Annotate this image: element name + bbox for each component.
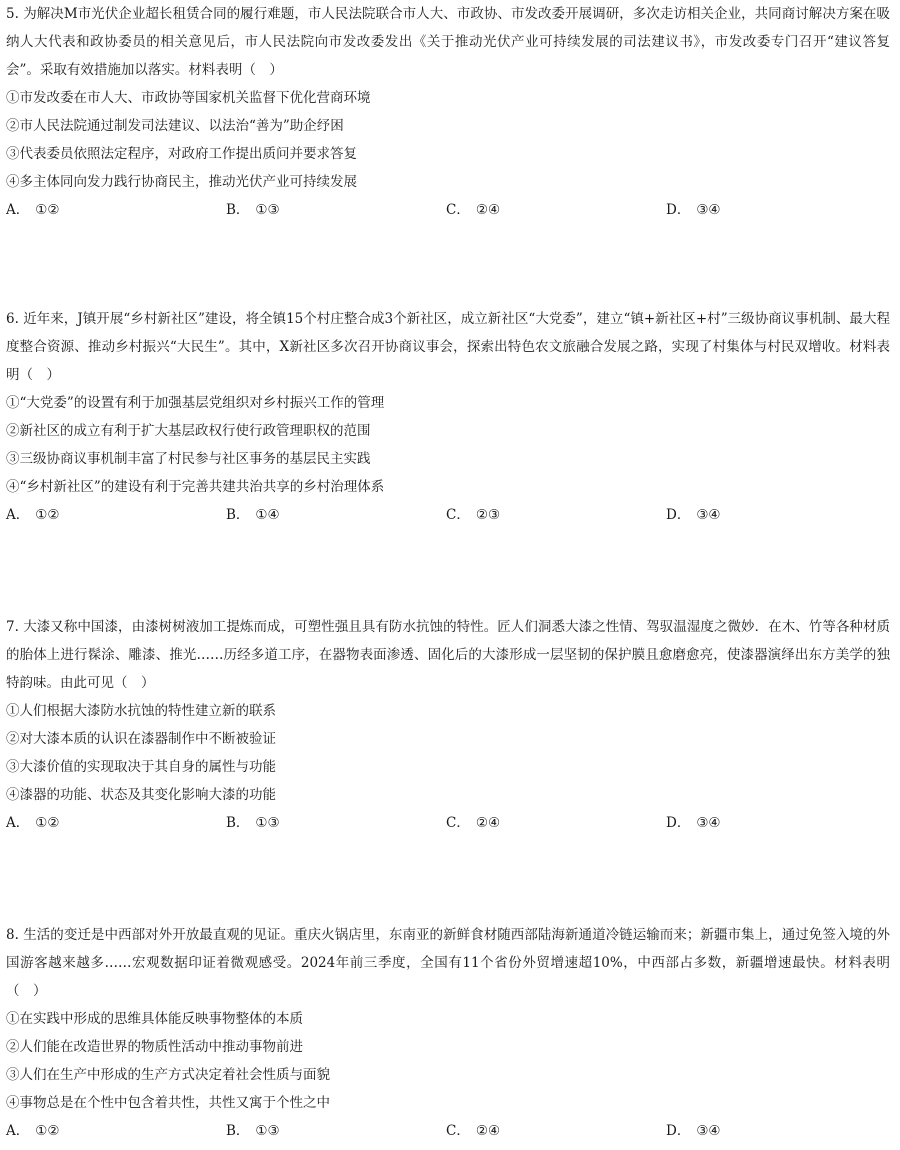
option-a[interactable] [6,196,59,224]
option-letter: D． [666,202,691,218]
option-text: ①② [35,815,60,831]
statement-1: ①市发改委在市人大、市政协等国家机关监督下优化营商环境 [6,90,371,106]
option-text: ①② [35,1123,60,1139]
option-text: ③④ [696,507,721,523]
option-b[interactable] [226,501,280,529]
option-letter: D． [666,1123,691,1139]
statement-3: ③三级协商议事机制丰富了村民参与社区事务的基层民主实践 [6,451,371,467]
option-c[interactable] [446,196,500,224]
question-5 [6,0,890,224]
question-stem: 6. 近年来，J镇开展“乡村新社区”建设，将全镇15个村庄整合成3个新社区，成立新社区“大党委”，建立“镇+新社区+村”三级协商议事机制、最大程度整合资源、推动乡村振兴“大民生”。其中，X新社区多次召开协商议事会，探索出特色农文旅融合发展之路，实现了村集体与村民双增收。材料表明（ ） [6,311,890,383]
question-stem: 8. 生活的变迁是中西部对外开放最直观的见证。重庆火锅店里，东南亚的新鲜食材随西部陆海新通道冷链运输而来；新疆市集上，通过免签入境的外国游客越来越多……宏观数据印证着微观感受。2024年前三季度，全国有11个省份外贸增速超10%，中西部占多数，新疆增速最快。材料表明（ ） [6,927,890,999]
statement-3: ③人们在生产中形成的生产方式决定着社会性质与面貌 [6,1067,330,1083]
option-a[interactable] [6,501,59,529]
option-text: ③④ [696,815,721,831]
option-b[interactable] [226,196,280,224]
option-d[interactable] [666,1117,721,1145]
option-letter: B． [226,815,250,831]
statement-4: ④漆器的功能、状态及其变化影响大漆的功能 [6,787,276,803]
answer-options [6,501,890,529]
option-d[interactable] [666,196,721,224]
option-letter: B． [226,507,250,523]
option-letter: C． [446,815,470,831]
option-letter: A． [6,202,30,218]
option-text: ①③ [255,815,280,831]
question-7 [6,613,890,837]
question-stem: 5. 为解决M市光伏企业超长租赁合同的履行难题，市人民法院联合市人大、市政协、市发改委开展调研，多次走访相关企业，共同商讨解决方案在吸纳人大代表和政协委员的相关意见后，市人民法院向市发改委发出《关于推动光伏产业可持续发展的司法建议书》，市发改委专门召开“建议答复会”。采取有效措施加以落实。材料表明（ ） [6,6,890,78]
option-text: ①④ [255,507,280,523]
option-letter: A． [6,1123,30,1139]
option-c[interactable] [446,1117,500,1145]
option-b[interactable] [226,1117,280,1145]
option-letter: C． [446,1123,470,1139]
statement-1: ①“大党委”的设置有利于加强基层党组织对乡村振兴工作的管理 [6,395,385,411]
question-6 [6,305,890,529]
statement-2: ②对大漆本质的认识在漆器制作中不断被验证 [6,731,276,747]
statement-4: ④“乡村新社区”的建设有利于完善共建共治共享的乡村治理体系 [6,479,385,495]
option-text: ①② [35,202,60,218]
option-letter: D． [666,815,691,831]
option-letter: A． [6,815,30,831]
option-letter: C． [446,202,470,218]
question-stem: 7. 大漆又称中国漆，由漆树树液加工提炼而成，可塑性强且具有防水抗蚀的特性。匠人们洞悉大漆之性情、驾驭温湿度之微妙．在木、竹等各种材质的胎体上进行髹涂、雕漆、推光……历经多道工序，在器物表面渗透、固化后的大漆形成一层坚韧的保护膜且愈磨愈亮，使漆器演绎出东方美学的独特韵味。由此可见（ ） [6,619,890,691]
answer-options [6,1117,890,1145]
statement-4: ④多主体同向发力践行协商民主，推动光伏产业可持续发展 [6,174,357,190]
option-text: ②④ [475,1123,501,1139]
question-8 [6,921,890,1145]
option-a[interactable] [6,809,59,837]
statement-2: ②人们能在改造世界的物质性活动中推动事物前进 [6,1039,303,1055]
statement-3: ③大漆价值的实现取决于其自身的属性与功能 [6,759,276,775]
option-letter: D． [666,507,691,523]
option-letter: B． [226,1123,250,1139]
option-letter: A． [6,507,30,523]
option-letter: C． [446,507,470,523]
option-text: ①③ [255,202,280,218]
statement-2: ②新社区的成立有利于扩大基层政权行使行政管理职权的范围 [6,423,371,439]
option-text: ③④ [696,1123,721,1139]
statement-1: ①人们根据大漆防水抗蚀的特性建立新的联系 [6,703,276,719]
option-d[interactable] [666,809,721,837]
statement-1: ①在实践中形成的思维具体能反映事物整体的本质 [6,1011,303,1027]
option-b[interactable] [226,809,280,837]
option-text: ③④ [696,202,721,218]
statement-2: ②市人民法院通过制发司法建议、以法治“善为”助企纾困 [6,118,344,134]
option-text: ②④ [475,202,501,218]
option-c[interactable] [446,501,500,529]
option-letter: B． [226,202,250,218]
option-d[interactable] [666,501,721,529]
option-text: ②③ [475,507,501,523]
statement-3: ③代表委员依照法定程序，对政府工作提出质问并要求答复 [6,146,357,162]
answer-options [6,196,890,224]
option-c[interactable] [446,809,500,837]
option-text: ①③ [255,1123,280,1139]
statement-4: ④事物总是在个性中包含着共性，共性又寓于个性之中 [6,1095,330,1111]
option-a[interactable] [6,1117,59,1145]
option-text: ①② [35,507,60,523]
answer-options [6,809,890,837]
option-text: ②④ [475,815,501,831]
